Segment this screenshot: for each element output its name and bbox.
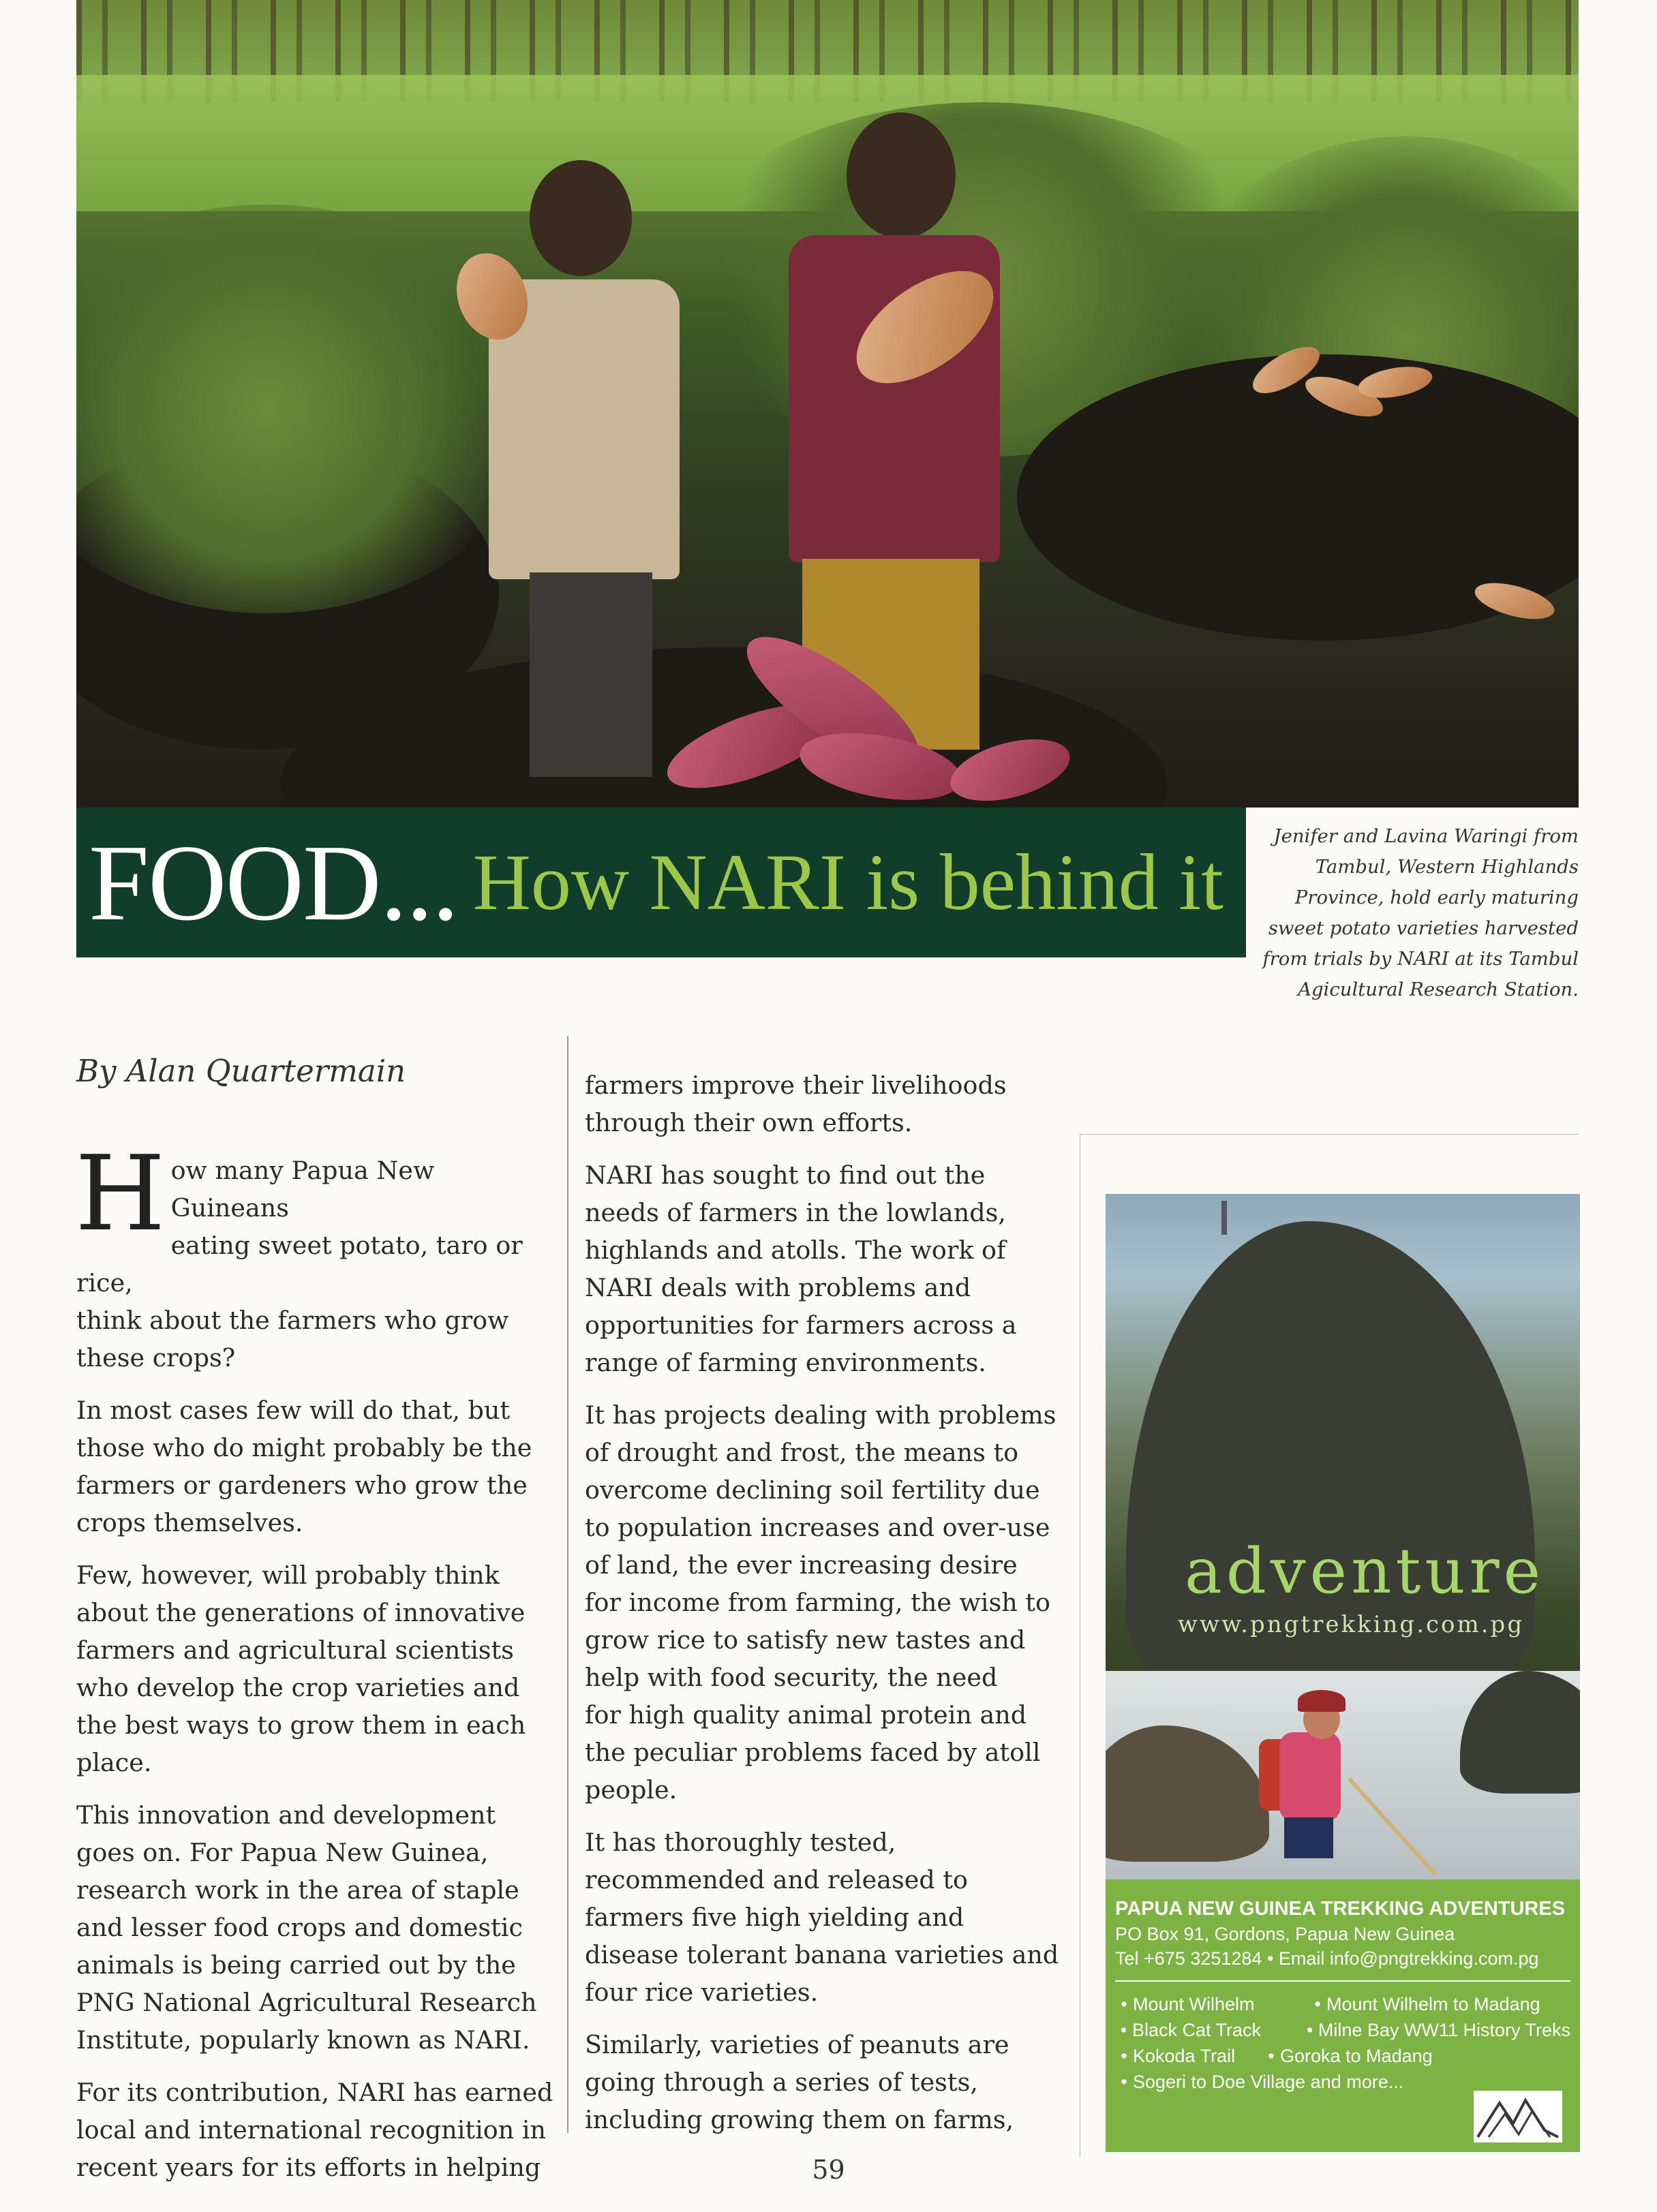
line: Similarly, varieties of peanuts are [585, 2030, 1009, 2059]
paragraph [75, 1133, 553, 1377]
line: and lesser food crops and domestic [76, 1913, 523, 1942]
line: recent years for its efforts in helping [76, 2153, 541, 2182]
bullet-icon: • [1120, 2020, 1127, 2040]
line: farmers five high yielding and [585, 1903, 964, 1932]
line: about the generations of innovative [76, 1598, 526, 1627]
ad-destination: Kokoda Trail [1133, 2046, 1236, 2066]
caption-line: Jenifer and Lavina Waringi from [1273, 825, 1579, 847]
caption-line: from trials by NARI at its Tambul [1262, 948, 1579, 970]
line: research work in the area of staple [76, 1875, 519, 1905]
bullet-icon: • [1314, 1994, 1321, 2014]
ad-photo-summit-marker [1221, 1201, 1227, 1235]
line: recommended and released to [585, 1865, 968, 1894]
line: people. [585, 1775, 678, 1804]
ad-photo [1106, 1194, 1580, 1879]
ad-divider [1115, 1980, 1570, 1982]
article-column-middle [585, 1066, 1062, 2153]
line: help with food security, the need [585, 1663, 998, 1692]
line: these crops? [76, 1343, 236, 1372]
caption-line: Tambul, Western Highlands [1315, 856, 1579, 878]
photo-child-pants [530, 572, 652, 777]
ad-photo-hiker-hat [1298, 1690, 1346, 1712]
drop-cap: H [75, 1133, 166, 1254]
line: the best ways to grow them in each [76, 1710, 526, 1740]
line: farmers or gardeners who grow the [76, 1471, 528, 1500]
line: crops themselves. [76, 1508, 303, 1537]
ad-photo-hiker [1279, 1732, 1341, 1821]
line: NARI has sought to find out the [585, 1161, 986, 1190]
hero-photo [76, 0, 1579, 808]
line: Institute, popularly known as NARI. [76, 2025, 530, 2055]
line: animals is being carried out by the [76, 1950, 516, 1980]
bullet-icon: • [1121, 2072, 1127, 2092]
line: of land, the ever increasing desire [585, 1550, 1018, 1580]
line: going through a series of tests, [585, 2068, 978, 2097]
ad-destination-row [1115, 1991, 1570, 2017]
bullet-icon: • [1121, 1994, 1127, 2014]
line: ow many Papua New Guineans [170, 1156, 435, 1223]
line: to population increases and over-use [585, 1513, 1050, 1542]
line: through their own efforts. [585, 1108, 913, 1137]
ad-destination: Mount Wilhelm [1133, 1994, 1255, 2014]
paragraph [76, 1556, 553, 1781]
title-banner [76, 808, 1246, 957]
ad-photo-hiker-shorts [1284, 1817, 1333, 1858]
ad-photo-mountain [1126, 1221, 1535, 1712]
line: disease tolerant banana varieties and [585, 1940, 1059, 1969]
line: NARI deals with problems and [585, 1273, 971, 1302]
line: highlands and atolls. The work of [585, 1235, 1006, 1265]
caption-line: sweet potato varieties harvested [1268, 917, 1579, 939]
caption-line: Province, hold early maturing [1294, 887, 1579, 908]
line: range of farming environments. [585, 1348, 986, 1377]
line: It has projects dealing with problems [585, 1400, 1056, 1430]
line: This innovation and development [76, 1800, 496, 1830]
paragraph [585, 1824, 1062, 2011]
line: opportunities for farmers across a [585, 1310, 1017, 1340]
line: grow rice to satisfy new tastes and [585, 1625, 1026, 1655]
photo-child-head [847, 112, 956, 239]
line: local and international recognition in [76, 2115, 547, 2145]
line: including growing them on farms, [585, 2105, 1014, 2134]
line: eating sweet potato, taro or rice, [76, 1231, 523, 1297]
column-divider [567, 1036, 568, 2133]
ad-destination: Goroka to Madang [1280, 2046, 1433, 2066]
ad-destination: Mount Wilhelm to Madang [1326, 1994, 1540, 2014]
article-column-left [75, 1133, 553, 2201]
ad-info-panel [1106, 1879, 1580, 2152]
ad-contact: Tel +675 3251284 • Email info@pngtrekking.com.pg [1115, 1948, 1539, 1969]
line: for high quality animal protein and [585, 1700, 1027, 1730]
ad-destination-row [1115, 2043, 1570, 2069]
ad-destination: Milne Bay WW11 History Treks [1318, 2020, 1570, 2040]
paragraph [585, 2026, 1062, 2138]
line: place. [76, 1748, 152, 1777]
line: goes on. For Papua New Guinea, [76, 1838, 489, 1867]
paragraph [585, 1156, 1062, 1381]
line: farmers and agricultural scientists [76, 1635, 514, 1665]
line: who develop the crop varieties and [76, 1673, 520, 1702]
line: four rice varieties. [585, 1978, 819, 2007]
ad-headline: adventure [1184, 1535, 1545, 1608]
line: the peculiar problems faced by atoll [585, 1738, 1041, 1767]
line: needs of farmers in the lowlands, [585, 1198, 1006, 1227]
paragraph [76, 1796, 553, 2059]
bullet-icon: • [1268, 2046, 1275, 2066]
paragraph [585, 1066, 1062, 1141]
page-title: FOOD... [89, 822, 458, 943]
line: overcome declining soil fertility due [585, 1475, 1040, 1505]
paragraph [585, 1396, 1062, 1809]
bullet-icon: • [1306, 2020, 1313, 2040]
line: those who do might probably be the [76, 1433, 532, 1462]
line: farmers improve their livelihoods [585, 1071, 1007, 1100]
ad-destination-row [1115, 2017, 1570, 2043]
mountains-logo-icon [1474, 2091, 1562, 2142]
line: think about the farmers who grow [76, 1306, 509, 1335]
line: For its contribution, NARI has earned [76, 2078, 553, 2107]
line: Few, however, will probably think [76, 1561, 500, 1590]
byline: By Alan Quartermain [76, 1053, 406, 1089]
mountains-logo-svg [1474, 2091, 1562, 2142]
photo-child-head [530, 160, 632, 276]
ad-destination: Black Cat Track [1131, 2020, 1262, 2040]
photo-caption [1254, 821, 1579, 1005]
line: for income from farming, the wish to [585, 1588, 1050, 1617]
page-number: 59 [812, 2155, 845, 2185]
ad-address: PO Box 91, Gordons, Papua New Guinea [1115, 1924, 1455, 1944]
page-subtitle: How NARI is behind it [472, 838, 1223, 927]
line: PNG National Agricultural Research [76, 1988, 537, 2017]
ad-destination: Sogeri to Doe Village and more... [1133, 2072, 1404, 2092]
caption-line: Agicultural Research Station. [1298, 979, 1579, 1000]
bullet-icon: • [1121, 2046, 1127, 2066]
line: of drought and frost, the means to [585, 1438, 1019, 1467]
ad-url: www.pngtrekking.com.pg [1177, 1611, 1525, 1638]
ad-company-name: PAPUA NEW GUINEA TREKKING ADVENTURES [1115, 1898, 1566, 1920]
line: In most cases few will do that, but [76, 1396, 511, 1425]
line: It has thoroughly tested, [585, 1828, 896, 1857]
paragraph [76, 1392, 553, 1541]
